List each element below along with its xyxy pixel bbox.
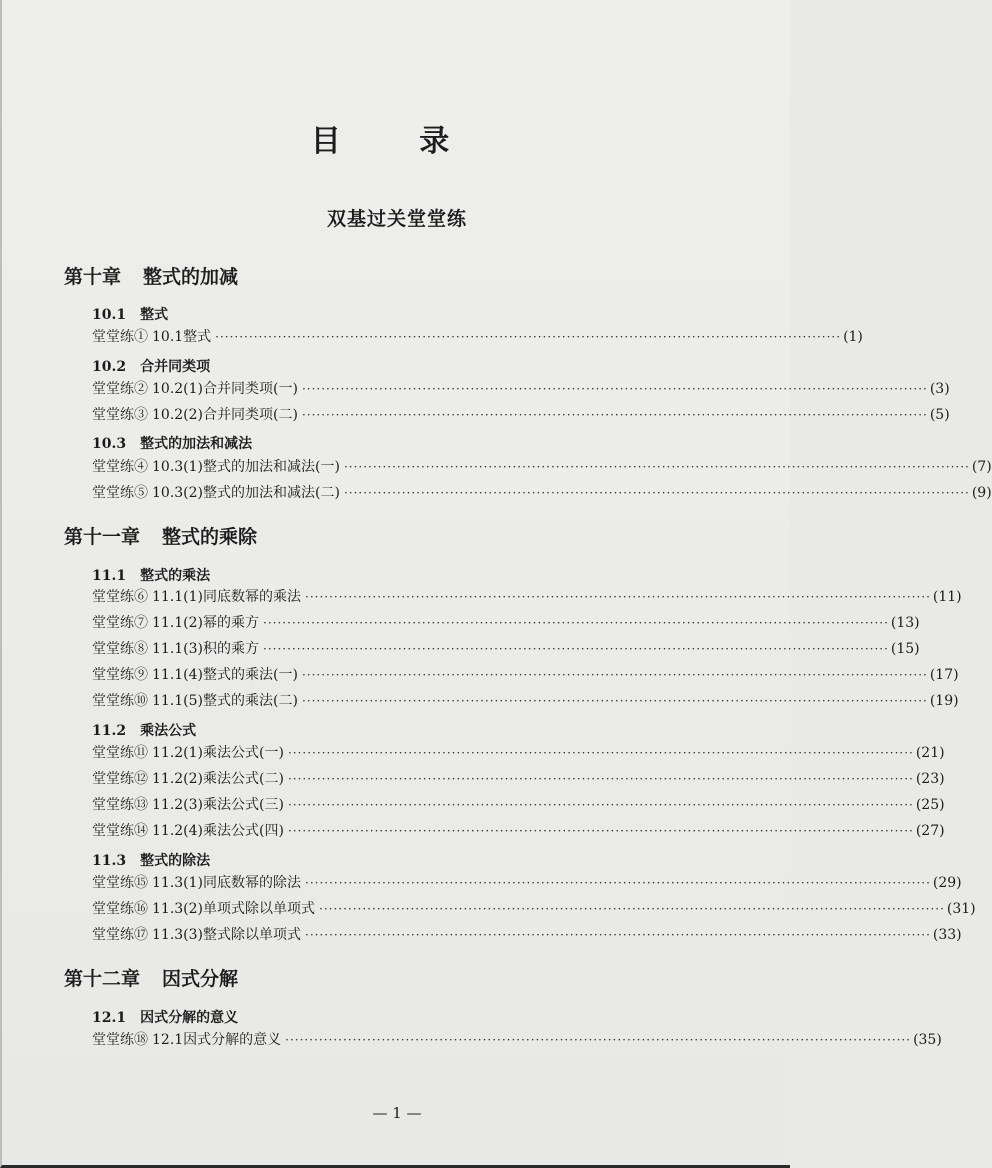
exercise-code: 堂堂练③ xyxy=(92,407,148,423)
page-subtitle: 双基过关堂堂练 xyxy=(326,208,467,230)
page-number: (13) xyxy=(890,615,920,631)
section-number: 10.3 xyxy=(92,436,127,452)
dot-leader: ·································································································································· xyxy=(263,642,889,656)
lesson-number: 10.3(2) xyxy=(152,485,204,501)
section-heading xyxy=(92,1007,238,1027)
dot-leader: ·································································································································· xyxy=(319,902,945,916)
section-heading xyxy=(92,850,210,870)
toc-entry[interactable] xyxy=(92,743,945,763)
exercise-code: 堂堂练⑯ xyxy=(92,901,148,917)
exercise-code: 堂堂练⑰ xyxy=(92,927,148,943)
section-heading xyxy=(92,356,210,376)
page-number: (15) xyxy=(890,641,920,657)
section-name: 整式的乘法 xyxy=(140,568,211,584)
section-number: 11.1 xyxy=(92,568,127,584)
page-number: (9) xyxy=(971,485,992,501)
entry-title: 整式除以单项式 xyxy=(203,927,302,943)
page-number: (17) xyxy=(929,667,959,683)
lesson-number: 11.2(1) xyxy=(152,745,204,761)
page-number: (5) xyxy=(929,407,950,423)
lesson-number: 12.1 xyxy=(152,1032,184,1048)
dot-leader: ·································································································································· xyxy=(301,408,928,422)
entry-title: 同底数幂的乘法 xyxy=(203,589,302,605)
page-number: (31) xyxy=(946,901,976,917)
toc-entry[interactable] xyxy=(92,457,992,477)
exercise-code: 堂堂练⑬ xyxy=(92,797,148,813)
lesson-number: 11.3(3) xyxy=(152,927,204,943)
exercise-code: 堂堂练⑭ xyxy=(92,823,148,839)
page-number: (23) xyxy=(915,771,945,787)
chapter-name: 整式的乘除 xyxy=(162,526,258,548)
page-number: (29) xyxy=(932,875,962,891)
section-number: 12.1 xyxy=(92,1010,127,1026)
page-number: (33) xyxy=(932,927,962,943)
toc-entry[interactable] xyxy=(92,795,945,815)
dot-leader: ·································································································································· xyxy=(305,928,931,942)
page-number: (1) xyxy=(843,329,863,345)
lesson-number: 10.2(1) xyxy=(152,381,204,397)
chapter-name: 因式分解 xyxy=(162,968,239,990)
dot-leader: ·································································································································· xyxy=(287,798,914,812)
lesson-number: 11.3(2) xyxy=(152,901,204,917)
entry-title: 因式分解的意义 xyxy=(183,1032,282,1048)
dot-leader: ·································································································································· xyxy=(287,824,914,838)
toc-entry[interactable] xyxy=(92,665,959,685)
toc-entry[interactable] xyxy=(92,405,950,425)
chapter-heading xyxy=(64,262,238,289)
chapter-label: 第十章 xyxy=(64,266,122,288)
toc-entry[interactable] xyxy=(92,613,920,633)
lesson-number: 11.1(5) xyxy=(152,693,204,709)
entry-title: 乘法公式(一) xyxy=(203,745,284,761)
section-name: 合并同类项 xyxy=(140,359,211,375)
section-name: 整式的除法 xyxy=(140,853,211,869)
dot-leader: ·································································································································· xyxy=(287,746,914,760)
toc-entry[interactable] xyxy=(92,483,992,503)
exercise-code: 堂堂练⑫ xyxy=(92,771,148,787)
lesson-number: 11.2(2) xyxy=(152,771,204,787)
page-number: (21) xyxy=(915,745,945,761)
exercise-code: 堂堂练⑧ xyxy=(92,641,148,657)
dot-leader: ·································································································································· xyxy=(305,590,931,604)
toc-entry[interactable] xyxy=(92,899,976,919)
dot-leader: ·································································································································· xyxy=(305,876,931,890)
entry-title: 整式的加法和减法(二) xyxy=(203,485,340,501)
entry-title: 整式 xyxy=(183,329,212,345)
page-number: (11) xyxy=(932,589,962,605)
toc-entry[interactable] xyxy=(92,639,920,659)
section-number: 11.2 xyxy=(92,723,127,739)
toc-entry[interactable] xyxy=(92,691,959,711)
toc-entry[interactable] xyxy=(92,1030,942,1050)
exercise-code: 堂堂练⑤ xyxy=(92,485,148,501)
toc-entry[interactable] xyxy=(92,873,962,893)
dot-leader: ·································································································································· xyxy=(343,486,970,500)
section-heading xyxy=(92,565,210,585)
section-name: 乘法公式 xyxy=(140,723,197,739)
exercise-code: 堂堂练⑪ xyxy=(92,745,148,761)
lesson-number: 11.1(3) xyxy=(152,641,204,657)
lesson-number: 11.3(1) xyxy=(152,875,204,891)
dot-leader: ·································································································································· xyxy=(215,330,842,344)
page-number: (27) xyxy=(915,823,945,839)
section-number: 10.1 xyxy=(92,307,127,323)
entry-title: 乘法公式(三) xyxy=(203,797,284,813)
chapter-heading xyxy=(64,964,238,991)
dot-leader: ·································································································································· xyxy=(301,382,928,396)
entry-title: 单项式除以单项式 xyxy=(203,901,316,917)
toc-entry[interactable] xyxy=(92,587,962,607)
lesson-number: 11.1(2) xyxy=(152,615,204,631)
page-number: (19) xyxy=(929,693,959,709)
entry-title: 乘法公式(四) xyxy=(203,823,284,839)
toc-entry[interactable] xyxy=(92,327,863,347)
entry-title: 整式的乘法(二) xyxy=(203,693,298,709)
lesson-number: 10.1 xyxy=(152,329,184,345)
entry-title: 合并同类项(二) xyxy=(203,407,298,423)
dot-leader: ·································································································································· xyxy=(343,460,970,474)
chapter-heading xyxy=(64,522,257,549)
exercise-code: 堂堂练② xyxy=(92,381,148,397)
toc-entry[interactable] xyxy=(92,925,962,945)
lesson-number: 10.3(1) xyxy=(152,459,204,475)
toc-entry[interactable] xyxy=(92,379,950,399)
exercise-code: 堂堂练⑱ xyxy=(92,1032,148,1048)
exercise-code: 堂堂练⑮ xyxy=(92,875,148,891)
page-number: (35) xyxy=(913,1032,942,1048)
page-title: 目 录 xyxy=(310,124,484,159)
chapter-label: 第十一章 xyxy=(64,526,141,548)
section-heading xyxy=(92,720,196,740)
section-number: 10.2 xyxy=(92,359,127,375)
section-name: 因式分解的意义 xyxy=(140,1010,239,1026)
exercise-code: 堂堂练⑩ xyxy=(92,693,148,709)
chapter-label: 第十二章 xyxy=(64,968,141,990)
section-name: 整式的加法和减法 xyxy=(140,436,253,452)
exercise-code: 堂堂练⑨ xyxy=(92,667,148,683)
lesson-number: 11.1(1) xyxy=(152,589,204,605)
page-number: (25) xyxy=(915,797,945,813)
section-number: 11.3 xyxy=(92,853,127,869)
lesson-number: 11.1(4) xyxy=(152,667,204,683)
entry-title: 合并同类项(一) xyxy=(203,381,298,397)
section-name: 整式 xyxy=(140,307,169,323)
exercise-code: 堂堂练④ xyxy=(92,459,148,475)
entry-title: 整式的加法和减法(一) xyxy=(203,459,340,475)
entry-title: 幂的乘方 xyxy=(203,615,260,631)
dot-leader: ·································································································································· xyxy=(301,694,928,708)
toc-entry[interactable] xyxy=(92,821,945,841)
entry-title: 同底数幂的除法 xyxy=(203,875,302,891)
dot-leader: ·································································································································· xyxy=(285,1033,912,1047)
lesson-number: 11.2(3) xyxy=(152,797,204,813)
entry-title: 乘法公式(二) xyxy=(203,771,284,787)
lesson-number: 11.2(4) xyxy=(152,823,204,839)
page-number: (7) xyxy=(971,459,992,475)
exercise-code: 堂堂练① xyxy=(92,329,148,345)
dot-leader: ·································································································································· xyxy=(263,616,889,630)
chapter-name: 整式的加减 xyxy=(143,266,239,288)
entry-title: 整式的乘法(一) xyxy=(203,667,298,683)
dot-leader: ·································································································································· xyxy=(301,668,928,682)
entry-title: 积的乘方 xyxy=(203,641,260,657)
page-footer-number: — 1 — xyxy=(372,1104,422,1122)
section-heading xyxy=(92,433,252,453)
lesson-number: 10.2(2) xyxy=(152,407,204,423)
page-number: (3) xyxy=(929,381,950,397)
exercise-code: 堂堂练⑥ xyxy=(92,589,148,605)
toc-entry[interactable] xyxy=(92,769,945,789)
exercise-code: 堂堂练⑦ xyxy=(92,615,148,631)
section-heading xyxy=(92,304,168,324)
dot-leader: ·································································································································· xyxy=(287,772,914,786)
